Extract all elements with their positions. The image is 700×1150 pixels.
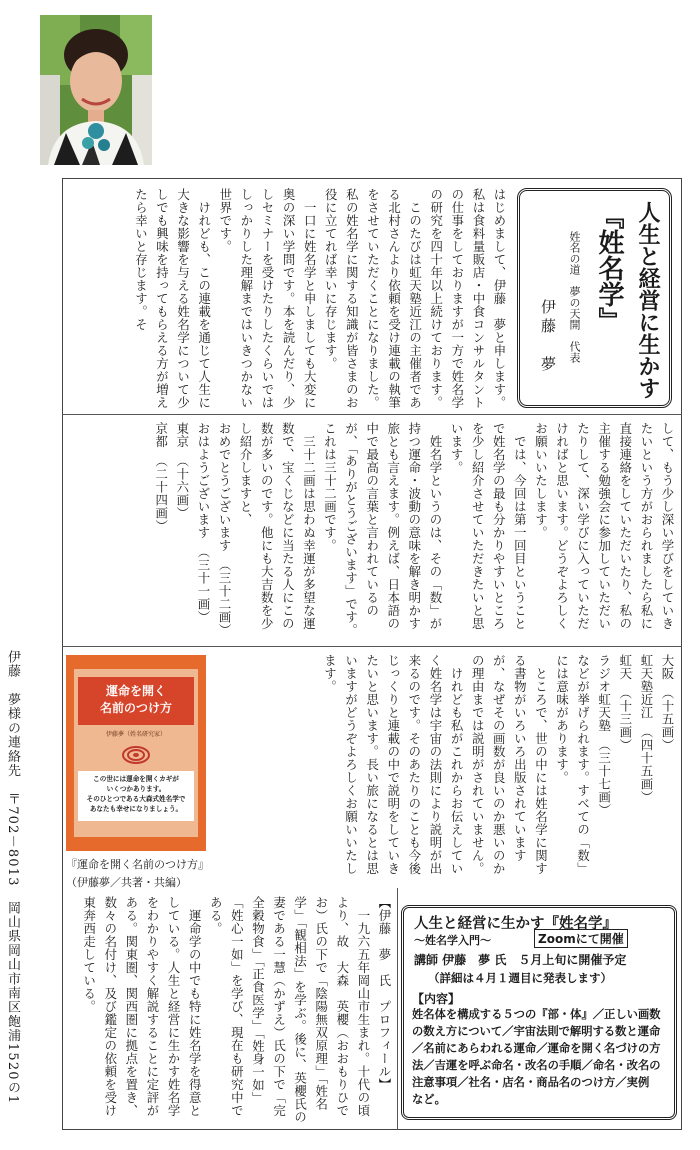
author-organization: 姓名の道 夢の天開 代表 [568,231,581,363]
book-title: 運命を開く 名前のつけ方 [78,677,194,725]
swirl-icon [121,745,151,765]
divider [62,646,682,647]
book-caption: 『運命を開く名前のつけ方』（伊藤夢／共著・共編） [66,858,209,889]
event-content: 姓名体を構成する５つの『部・体』／正しい画数の数え方について／宇宙法則で解明する数と運命／名前にあらわれる運命／運命を開く名づけの方法／吉運を呼ぶ命名・改名の手順／命名・改名の注意事項／社名・店名・商品名のつけ方／実例 など。 [412,1008,661,1106]
article-middle: して、もう少し深い学びをしていきたいという方がおられましたら私に直接連絡をしていただいたり、私の主催する勉強会に参加していただいたりして、深い学びに入っていただければと思います。どうぞよろしくお願いいたします。 では、今回は第一回目ということで姓名学の最も分かりやすいところを少し紹介させていただきたいと思います。 姓名学というのは、その「数」が持つ運命・波動の意味を解き明かす旅とも言えます。例えば、日本語の中で最高の言葉と言われているのが、「ありがとうございます」です。これは三十二画です。 三十二画は思わぬ幸運が多望な運数で、宝くじなどに当たる人にこの数が多いのです。他にも大吉数を少し紹介しますと、 おめでとうございます （三十二画） おはようございます （三十一画） 東京 （十六画） 京都 （二十四画） [153,422,675,637]
book-tagline: この世には運命を開くカギが いくつかあります。 そのひとつである大森式姓名学で あなたも幸せになりましょう。 [78,771,194,821]
article-intro: はじめまして、伊藤 夢と申します。私は食料量販店・中食コンサルタントの仕事をしておりますが一方で姓名学の研究を四十年以上続けております。 このたびは虹天塾近江の主催者である北村さんより依頼を受け連載の執筆をさせていただくことになりました。私の姓名学に関する知識が皆さまのお役に立てれば幸いに存じます。 一口に姓名学と申しましても大変に奥の深い学問です。本を読んだり、少しセミナーを受けたりしたくらいではしっかりした理解まではいきつかない世界です。 けれども、この連載を通じて人生に大きな影響を与える姓名学について少しでも興味を持ってもらえる方が増えたら幸いと存じます。そ [133,188,507,409]
divider [397,888,398,1130]
headline-subject: 『姓名学』 [594,203,624,333]
zoom-badge: Zoomにて開催 [534,929,628,948]
author-profile: 【伊藤 夢 氏 プロフィール】 一九六五年岡山市生まれ。十代の頃より、故 大森 英櫻（おおもりひでお）氏の下で「陰陽無双原理」「姓名学」「観相法」を学ぶ。後に、英櫻氏の妻である一慧（かずえ）氏の下で「完全穀物食」「正食医学」「姓身一如」「姓心一如」を学び、現在も研究中である。 運命学の中でも特に姓名学を得意としている。人生と経営に生かす姓名学をわかりやすく解説することに定評がある。関東圏、関西圏に拠点を置き、数々の名付け、及び鑑定の依頼を受け東奔西走している。 [81,896,392,1124]
title-box [517,188,672,408]
event-box [401,905,677,1120]
book-author: 伊藤夢（姓名研究家） [105,731,166,738]
contact-info: 伊藤 夢様の連絡先 〒702－8013 岡山県岡山市南区飽浦1520の1 [5,650,20,1105]
event-title: 人生と経営に生かす『姓名学』 [414,916,617,932]
article-lower: 大阪 （十五画） 虹天塾近江 （四十五画） 虹天 （十三画） ラジオ虹天塾 （三十七画） などが挙げられます。すべての「数」には意味があります。 ところで、世の中には姓名学に関する書物がいろいろ出版されていますが、なぜその画数が良いのか悪いのかの理由までは説明がされていません。 けれども私がこれからお伝えしていく姓名学は宇宙の法則により説明が出来るのです。そのあたりのことも今後じっくりと連載の中で説明をしていきたいと思います。長い旅になるとは思いますがどうぞよろしくお願いいたします。 [322,654,675,875]
divider [62,414,682,415]
event-content-heading: 【内容】 [412,992,461,1006]
event-subtitle: ～姓名学入門～ [414,934,491,947]
author-photo [40,15,152,165]
book-cover [66,655,206,851]
event-detail: （詳細は４月１週目に発表します） [428,971,612,985]
author-name: 伊藤 夢 [539,299,557,375]
headline: 人生と経営に生かす [635,201,660,399]
event-lecturer: 講師 伊藤 夢 氏 ５月上旬に開催予定 [414,953,627,967]
